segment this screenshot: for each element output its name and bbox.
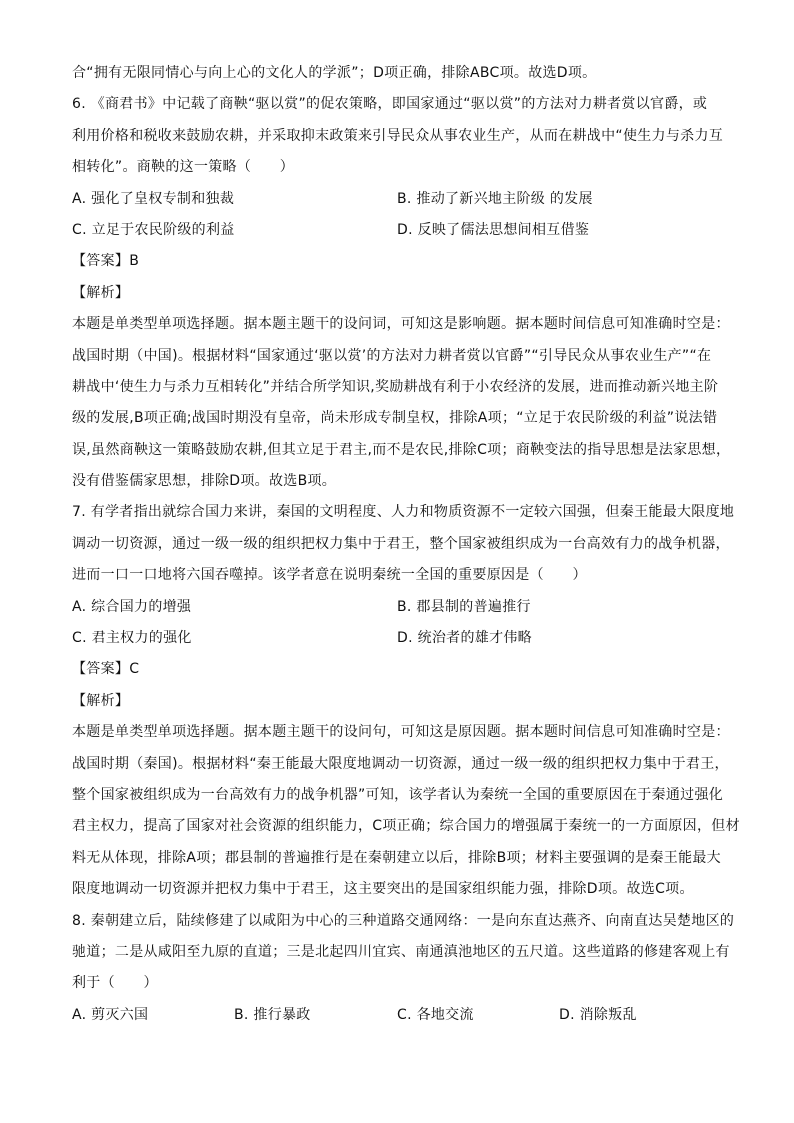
analysis-text: 料无从体现，排除A项；郡县制的普遍推行是在秦朝建立以后，排除B项；材料主要强调的是秦王能最大 [72,849,721,866]
analysis-text: 整个国家被组织成为一台高效有力的战争机器”可知，该学者认为秦统一全国的重要原因在于秦通过强化 [72,786,724,803]
option-a: A. 剪灭六国 [72,1006,149,1023]
question-8-stem: 驰道；二是从咸阳至九原的直道；三是北起四川宜宾、南通滇池地区的五尺道。这些道路的修建客观上有 [72,943,730,960]
question-6-options-row-1 [72,188,732,210]
question-7-options-row-1 [72,596,732,618]
question-6-stem: 利用价格和税收来鼓励农耕，并采取抑末政策来引导民众从事农业生产，从而在耕战中“使生力与杀力互 [72,127,724,144]
analysis-text: 没有借鉴儒家思想，排除D项。故选B项。 [72,473,337,490]
analysis-text: 本题是单类型单项选择题。据本题主题干的设问句，可知这是原因题。据本题时间信息可知准确时空是： [72,724,730,741]
answer-label: 【答案】C [72,661,140,678]
option-d: D. 反映了儒法思想间相互借鉴 [397,221,590,238]
option-b: B. 推行暴政 [234,1006,311,1023]
analysis-text: 限度地调动一切资源并把权力集中于君王，这主要突出的是国家组织能力强，排除D项。故选C项。 [72,881,694,898]
analysis-label: 【解析】 [72,284,130,301]
option-d: D. 消除叛乱 [559,1006,637,1023]
analysis-text: 级的发展,B项正确;战国时期没有皇帝，尚未形成专制皇权，排除A项；“立足于农民阶级的利益”说法错 [72,410,718,427]
option-c: C. 各地交流 [397,1006,474,1023]
question-7-options-row-2 [72,627,732,649]
analysis-text: 耕战中‘使生力与杀力互相转化”并结合所学知识,奖励耕战有利于小农经济的发展，进而推动新兴地主阶 [72,378,719,395]
document-page [72,62,740,1035]
question-7-stem: 调动一切资源，通过一级一级的组织把权力集中于君王，整个国家被组织成为一台高效有力的战争机器， [72,535,730,552]
question-8-stem: 利于（ ） [72,975,158,992]
question-6-stem: 6. 《商君书》中记载了商鞅“驱以赏”的促农策略，即国家通过“驱以赏”的方法对力耕者赏以官爵，或 [72,96,708,113]
option-b: B. 推动了新兴地主阶级 的发展 [397,190,593,207]
answer-label: 【答案】B [72,253,140,270]
analysis-text: 误,虽然商鞅这一策略鼓励农耕,但其立足于君主,而不是农民,排除C项；商鞅变法的指导思想是法家思想， [72,441,731,458]
question-7-stem: 进而一口一口地将六国吞噬掉。该学者意在说明秦统一全国的重要原因是（ ） [72,567,587,584]
text-line: 合“拥有无限同情心与向上心的文化人的学派”；D项正确，排除ABC项。故选D项。 [72,65,597,81]
option-a: A. 综合国力的增强 [72,598,192,615]
analysis-text: 君主权力，提高了国家对社会资源的组织能力，C项正确；综合国力的增强属于秦统一的一方面原因，但材 [72,818,740,835]
option-a: A. 强化了皇权专制和独裁 [72,190,235,207]
option-c: C. 君主权力的强化 [72,630,192,647]
question-6-stem: 相转化”。商鞅的这一策略（ ） [72,159,295,176]
question-8-options-row [72,1004,732,1026]
option-d: D. 统治者的雄才伟略 [397,630,532,647]
question-6-options-row-2 [72,219,732,241]
option-c: C. 立足于农民阶级的利益 [72,221,235,238]
analysis-text: 战国时期（秦国)。根据材料“秦王能最大限度地调动一切资源，通过一级一级的组织把权力集中于君王， [72,755,729,772]
analysis-text: 本题是单类型单项选择题。据本题主题干的设问词，可知这是影响题。据本题时间信息可知准确时空是： [72,316,730,333]
option-b: B. 郡县制的普遍推行 [397,598,531,615]
question-7-stem: 7. 有学者指出就综合国力来讲，秦国的文明程度、人力和物质资源不一定较六国强，但秦王能最大限度地 [72,504,735,521]
analysis-text: 战国时期（中国)。根据材料“国家通过‘驱以赏’的方法对力耕者赏以官爵”“引导民众从事农业生产”“在 [72,347,712,364]
analysis-label: 【解析】 [72,692,130,709]
question-8-stem: 8. 秦朝建立后，陆续修建了以咸阳为中心的三种道路交通网络：一是向东直达燕齐、向南直达吴楚地区的 [72,912,735,929]
